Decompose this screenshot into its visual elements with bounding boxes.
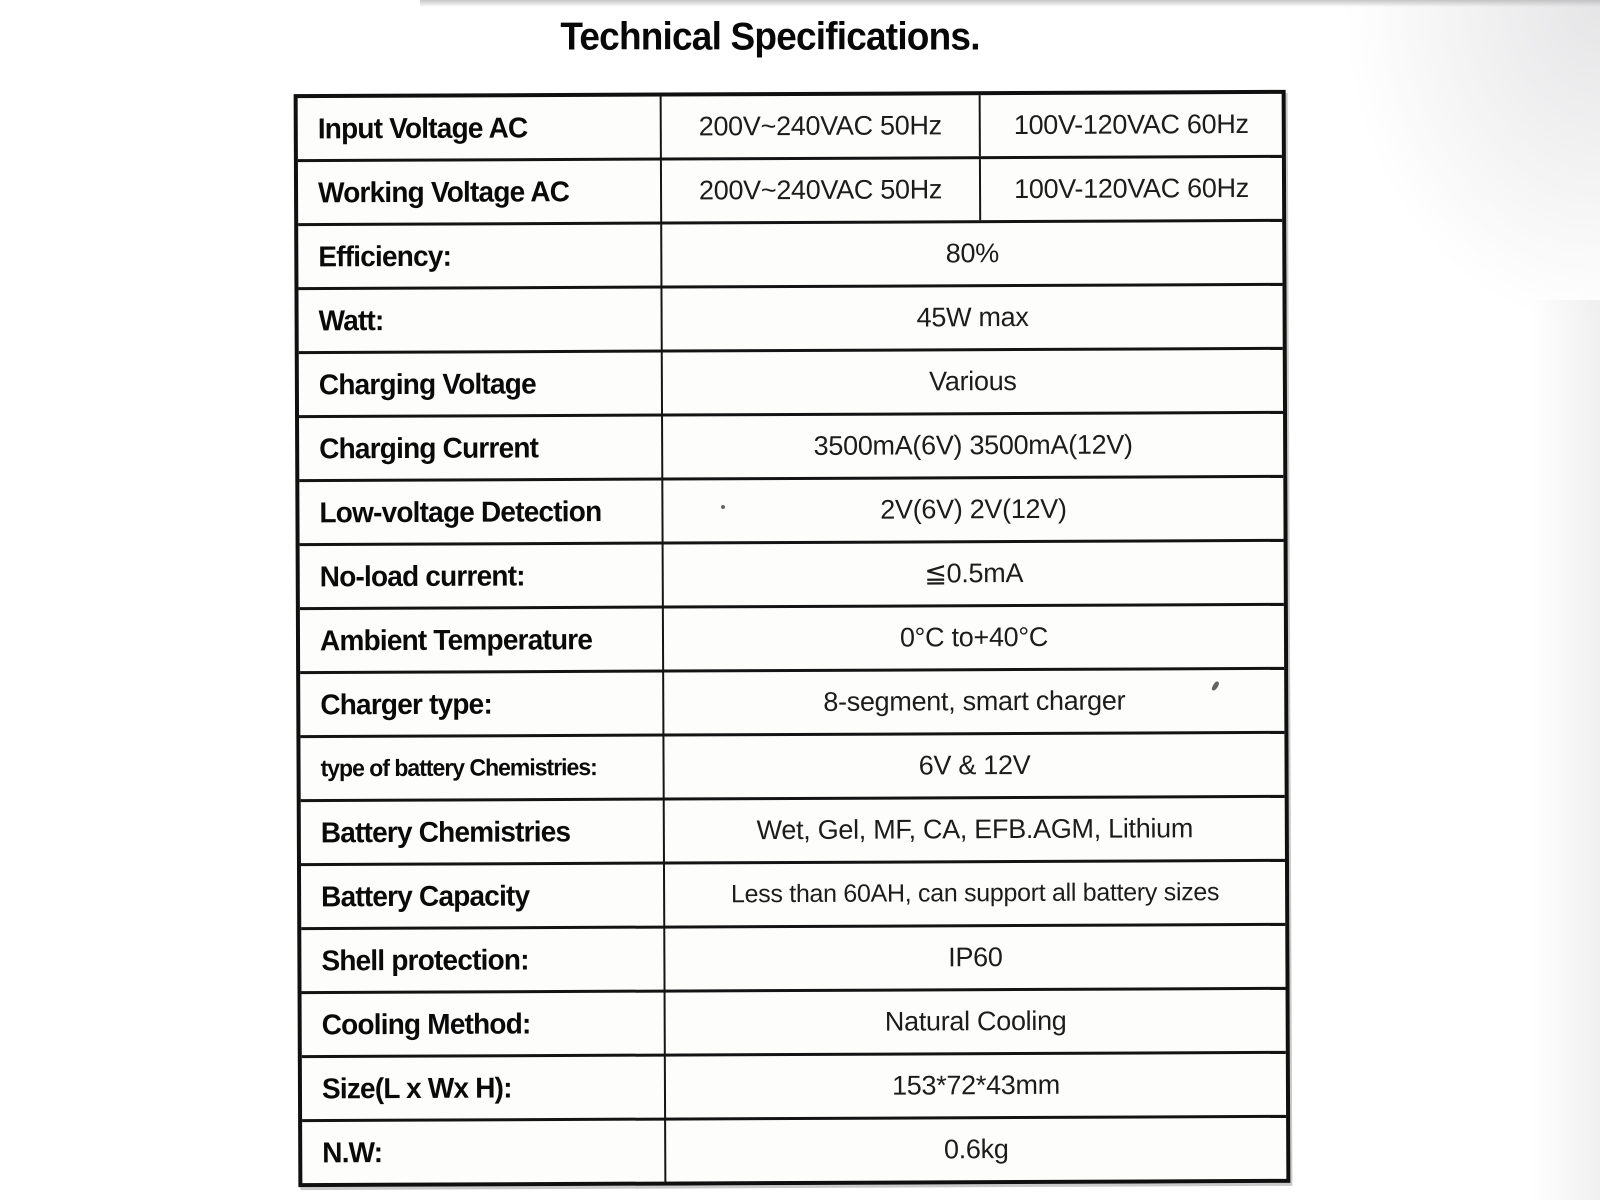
spec-label: N.W: bbox=[302, 1120, 666, 1184]
table-row bbox=[299, 414, 1283, 482]
paper-shading-top-edge bbox=[420, 0, 1600, 7]
spec-label: Ambient Temperature bbox=[300, 608, 664, 672]
spec-label: type of battery Chemistries: bbox=[300, 736, 664, 800]
spec-label: Charger type: bbox=[300, 672, 664, 736]
spec-label: Shell protection: bbox=[301, 928, 665, 992]
spec-label: Efficiency: bbox=[298, 224, 662, 288]
table-row bbox=[301, 798, 1285, 866]
spec-value: Natural Cooling bbox=[884, 1005, 1067, 1037]
spec-label: Battery Capacity bbox=[301, 864, 665, 928]
spec-value: IP60 bbox=[948, 942, 1003, 973]
spec-value: 6V & 12V bbox=[918, 749, 1031, 781]
spec-label: Input Voltage AC bbox=[298, 96, 662, 160]
table-row bbox=[299, 350, 1283, 418]
spec-value: 200V~240VAC 50Hz bbox=[662, 95, 981, 157]
spec-value: ≦0.5mA bbox=[924, 557, 1024, 589]
spec-value: 3500mA(6V) 3500mA(12V) bbox=[813, 429, 1133, 461]
spec-label: Battery Chemistries bbox=[301, 800, 665, 864]
spec-label: Watt: bbox=[298, 288, 662, 352]
spec-value: Wet, Gel, MF, CA, EFB.AGM, Lithium bbox=[756, 813, 1194, 846]
spec-value: 2V(6V) 2V(12V) bbox=[880, 493, 1067, 525]
spec-value: Less than 60AH, can support all battery sizes bbox=[730, 878, 1220, 909]
spec-value: 0°C to+40°C bbox=[899, 621, 1049, 653]
spec-value: 80% bbox=[945, 238, 999, 269]
table-row bbox=[301, 862, 1285, 930]
spec-value: Various bbox=[929, 366, 1017, 397]
table-row bbox=[302, 1054, 1286, 1122]
spec-label: Charging Current bbox=[299, 416, 663, 480]
table-row bbox=[298, 222, 1282, 290]
spec-value: 100V-120VAC 60Hz bbox=[1013, 109, 1249, 141]
scan-speck-dot bbox=[721, 505, 725, 509]
spec-label: Working Voltage AC bbox=[298, 160, 662, 224]
spec-value: 45W max bbox=[916, 301, 1029, 333]
paper-shading-right-edge bbox=[1530, 300, 1600, 1200]
spec-label: Charging Voltage bbox=[299, 352, 663, 416]
table-row bbox=[298, 158, 1282, 226]
spec-table bbox=[294, 90, 1291, 1187]
spec-value: 200V~240VAC 50Hz bbox=[662, 159, 981, 221]
table-row bbox=[302, 990, 1286, 1058]
page-title: Technical Specifications. bbox=[560, 15, 980, 58]
table-row bbox=[298, 286, 1282, 354]
spec-label: Size(L x Wx H): bbox=[302, 1056, 666, 1120]
spec-value: 153*72*43mm bbox=[891, 1069, 1060, 1101]
spec-label: No-load current: bbox=[300, 544, 664, 608]
table-row bbox=[300, 606, 1284, 674]
table-row bbox=[301, 926, 1285, 994]
spec-value: 100V-120VAC 60Hz bbox=[1014, 173, 1250, 205]
spec-value: 0.6kg bbox=[943, 1134, 1009, 1165]
table-row bbox=[300, 542, 1284, 610]
spec-value: 8-segment, smart charger bbox=[823, 685, 1126, 717]
table-row bbox=[298, 94, 1282, 162]
spec-label: Low-voltage Detection bbox=[299, 480, 663, 544]
table-row bbox=[300, 670, 1284, 738]
table-row bbox=[299, 478, 1283, 546]
table-row bbox=[300, 734, 1284, 802]
spec-label: Cooling Method: bbox=[302, 992, 666, 1056]
table-row bbox=[302, 1118, 1286, 1183]
